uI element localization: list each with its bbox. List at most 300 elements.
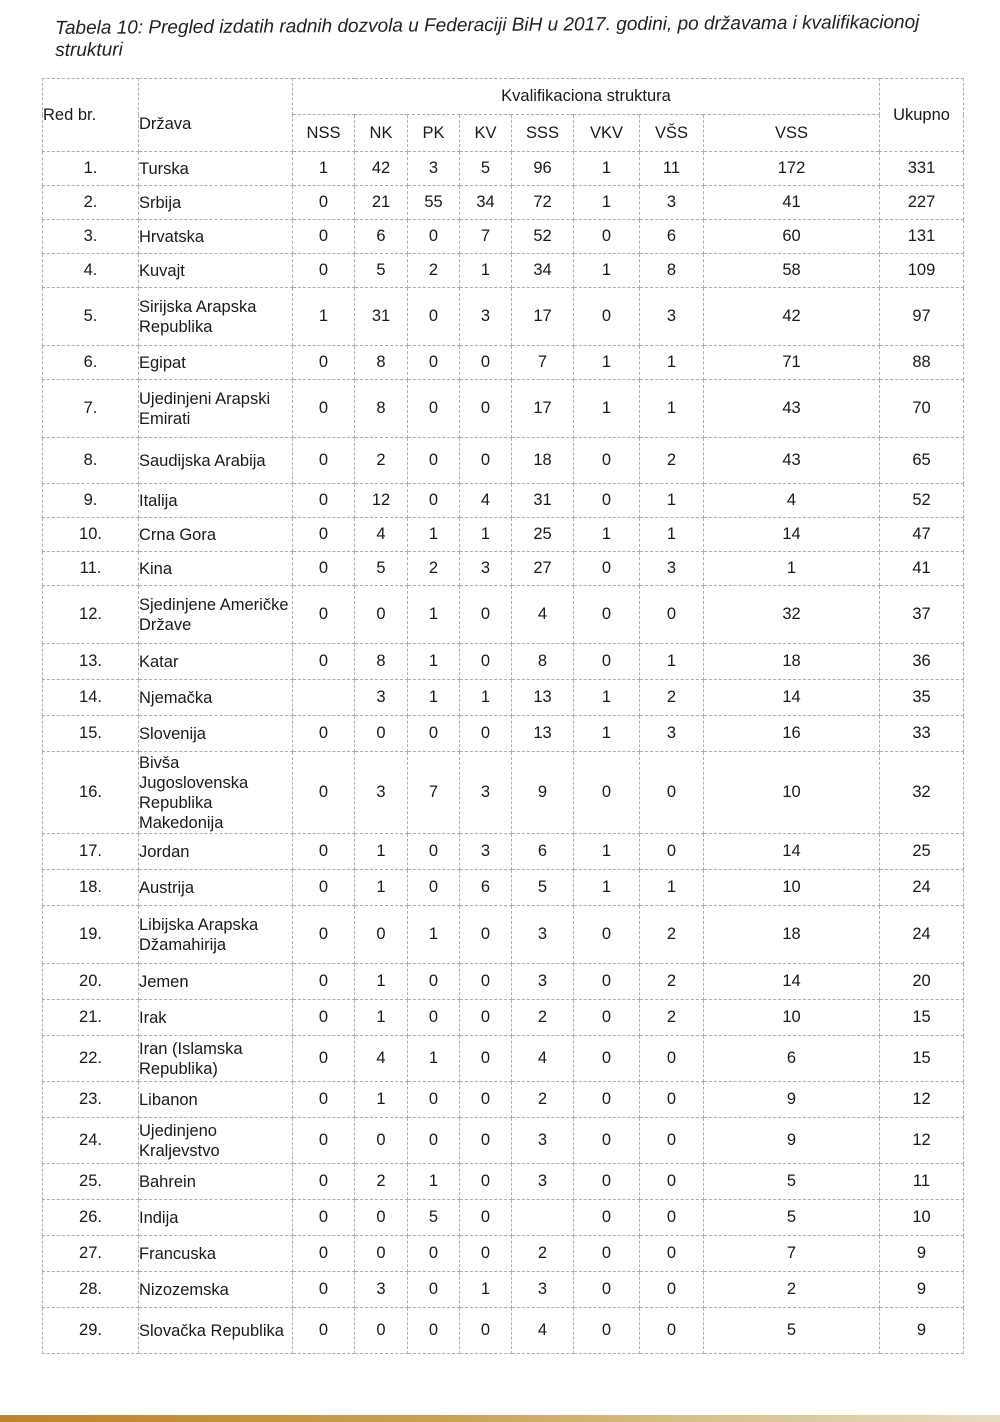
cell-sss: 3 (512, 906, 574, 964)
cell-nk: 0 (355, 1308, 408, 1354)
cell-vss-visa: 0 (640, 1118, 704, 1164)
cell-nss: 1 (293, 288, 355, 346)
cell-nss: 0 (293, 964, 355, 1000)
cell-ukupno: 88 (880, 346, 964, 380)
cell-nss: 0 (293, 438, 355, 484)
cell-pk: 0 (408, 288, 460, 346)
table-body (43, 152, 964, 1354)
country-name: Italija (139, 484, 293, 518)
cell-kv: 5 (460, 152, 512, 186)
row-number: 9. (43, 484, 139, 518)
cell-vss: 14 (704, 518, 880, 552)
cell-pk: 1 (408, 1164, 460, 1200)
cell-vkv: 1 (574, 834, 640, 870)
cell-vss-visa: 0 (640, 586, 704, 644)
cell-vss-visa: 0 (640, 834, 704, 870)
cell-nk: 0 (355, 1200, 408, 1236)
cell-sss: 96 (512, 152, 574, 186)
cell-vkv: 0 (574, 586, 640, 644)
header-sss: SSS (512, 115, 574, 152)
header-vkv: VKV (574, 115, 640, 152)
cell-pk: 0 (408, 1308, 460, 1354)
cell-vss: 2 (704, 1272, 880, 1308)
cell-vss: 16 (704, 716, 880, 752)
cell-vkv: 0 (574, 1036, 640, 1082)
cell-vkv: 1 (574, 254, 640, 288)
table-row (43, 1082, 964, 1118)
row-number: 29. (43, 1308, 139, 1354)
cell-vss: 42 (704, 288, 880, 346)
table-row (43, 906, 964, 964)
cell-vkv: 0 (574, 906, 640, 964)
cell-nk: 5 (355, 552, 408, 586)
row-number: 24. (43, 1118, 139, 1164)
country-name: Kuvajt (139, 254, 293, 288)
bottom-decorative-bar (0, 1415, 1000, 1422)
table-row (43, 870, 964, 906)
cell-sss: 4 (512, 1036, 574, 1082)
cell-pk: 5 (408, 1200, 460, 1236)
row-number: 10. (43, 518, 139, 552)
cell-vss-visa: 1 (640, 870, 704, 906)
table-row (43, 586, 964, 644)
cell-nss: 0 (293, 484, 355, 518)
cell-sss: 2 (512, 1082, 574, 1118)
cell-vss-visa: 0 (640, 752, 704, 834)
cell-ukupno: 97 (880, 288, 964, 346)
cell-nss: 0 (293, 1236, 355, 1272)
cell-vss: 1 (704, 552, 880, 586)
cell-pk: 0 (408, 834, 460, 870)
table-row (43, 644, 964, 680)
header-pk: PK (408, 115, 460, 152)
cell-nk: 1 (355, 964, 408, 1000)
cell-kv: 0 (460, 964, 512, 1000)
cell-sss: 25 (512, 518, 574, 552)
cell-ukupno: 24 (880, 870, 964, 906)
cell-vss: 6 (704, 1036, 880, 1082)
cell-ukupno: 37 (880, 586, 964, 644)
row-number: 16. (43, 752, 139, 834)
cell-vkv: 0 (574, 1000, 640, 1036)
table-row (43, 484, 964, 518)
cell-vkv: 0 (574, 552, 640, 586)
cell-vss: 9 (704, 1082, 880, 1118)
cell-sss: 2 (512, 1000, 574, 1036)
country-name: Sjedinjene Američke Države (139, 586, 293, 644)
cell-vkv: 0 (574, 752, 640, 834)
cell-nss: 0 (293, 1118, 355, 1164)
cell-pk: 1 (408, 586, 460, 644)
cell-nss: 0 (293, 1000, 355, 1036)
cell-vss: 172 (704, 152, 880, 186)
row-number: 11. (43, 552, 139, 586)
cell-pk: 3 (408, 152, 460, 186)
table-row (43, 288, 964, 346)
cell-ukupno: 52 (880, 484, 964, 518)
country-name: Jemen (139, 964, 293, 1000)
header-nss: NSS (293, 115, 355, 152)
cell-ukupno: 9 (880, 1308, 964, 1354)
row-number: 1. (43, 152, 139, 186)
cell-vkv: 0 (574, 1308, 640, 1354)
cell-vss-visa: 3 (640, 552, 704, 586)
cell-ukupno: 9 (880, 1236, 964, 1272)
cell-vss-visa: 1 (640, 346, 704, 380)
country-name: Saudijska Arabija (139, 438, 293, 484)
cell-pk: 0 (408, 964, 460, 1000)
cell-ukupno: 32 (880, 752, 964, 834)
cell-sss: 27 (512, 552, 574, 586)
row-number: 20. (43, 964, 139, 1000)
cell-vss-visa: 1 (640, 644, 704, 680)
row-number: 4. (43, 254, 139, 288)
cell-kv: 7 (460, 220, 512, 254)
cell-sss: 6 (512, 834, 574, 870)
cell-pk: 1 (408, 1036, 460, 1082)
row-number: 2. (43, 186, 139, 220)
cell-nss: 0 (293, 1272, 355, 1308)
cell-vss: 4 (704, 484, 880, 518)
cell-vkv: 1 (574, 380, 640, 438)
cell-kv: 0 (460, 1082, 512, 1118)
row-number: 19. (43, 906, 139, 964)
cell-vkv: 0 (574, 1236, 640, 1272)
table-row (43, 254, 964, 288)
cell-vss: 5 (704, 1200, 880, 1236)
table-row (43, 552, 964, 586)
table-row (43, 680, 964, 716)
cell-ukupno: 12 (880, 1082, 964, 1118)
cell-nk: 2 (355, 1164, 408, 1200)
cell-pk: 7 (408, 752, 460, 834)
cell-ukupno: 47 (880, 518, 964, 552)
cell-kv: 0 (460, 586, 512, 644)
table-row (43, 220, 964, 254)
cell-ukupno: 35 (880, 680, 964, 716)
work-permits-table (42, 78, 964, 1354)
cell-vss: 71 (704, 346, 880, 380)
cell-kv: 0 (460, 644, 512, 680)
cell-kv: 0 (460, 1000, 512, 1036)
cell-nk: 42 (355, 152, 408, 186)
row-number: 15. (43, 716, 139, 752)
cell-kv: 6 (460, 870, 512, 906)
cell-vss-visa: 0 (640, 1082, 704, 1118)
cell-vss-visa: 1 (640, 518, 704, 552)
cell-pk: 0 (408, 1272, 460, 1308)
cell-ukupno: 131 (880, 220, 964, 254)
cell-kv: 0 (460, 1118, 512, 1164)
country-name: Hrvatska (139, 220, 293, 254)
cell-nss: 0 (293, 1082, 355, 1118)
cell-vss-visa: 0 (640, 1236, 704, 1272)
cell-kv: 1 (460, 518, 512, 552)
header-kv: KV (460, 115, 512, 152)
cell-vss: 43 (704, 438, 880, 484)
cell-vss: 9 (704, 1118, 880, 1164)
cell-kv: 0 (460, 1308, 512, 1354)
cell-vss: 14 (704, 964, 880, 1000)
cell-sss: 3 (512, 1118, 574, 1164)
cell-ukupno: 227 (880, 186, 964, 220)
country-name: Jordan (139, 834, 293, 870)
cell-nss (293, 680, 355, 716)
cell-sss: 18 (512, 438, 574, 484)
cell-vkv: 0 (574, 644, 640, 680)
cell-vkv: 1 (574, 346, 640, 380)
cell-vss: 18 (704, 906, 880, 964)
cell-ukupno: 10 (880, 1200, 964, 1236)
cell-nss: 0 (293, 586, 355, 644)
cell-nss: 0 (293, 1200, 355, 1236)
cell-kv: 4 (460, 484, 512, 518)
table-row (43, 186, 964, 220)
cell-kv: 3 (460, 288, 512, 346)
cell-kv: 3 (460, 834, 512, 870)
cell-vkv: 0 (574, 1118, 640, 1164)
cell-pk: 0 (408, 438, 460, 484)
cell-nss: 0 (293, 1308, 355, 1354)
cell-nk: 1 (355, 870, 408, 906)
cell-nss: 0 (293, 346, 355, 380)
table-row (43, 834, 964, 870)
country-name: Bivša Jugoslovenska Republika Makedonija (139, 752, 293, 834)
cell-nk: 6 (355, 220, 408, 254)
cell-pk: 0 (408, 220, 460, 254)
row-number: 5. (43, 288, 139, 346)
table-row (43, 152, 964, 186)
cell-pk: 0 (408, 484, 460, 518)
cell-kv: 1 (460, 254, 512, 288)
row-number: 7. (43, 380, 139, 438)
cell-vss: 5 (704, 1308, 880, 1354)
table-row (43, 1164, 964, 1200)
cell-ukupno: 9 (880, 1272, 964, 1308)
header-kvalifikaciona-struktura: Kvalifikaciona struktura (293, 79, 880, 115)
cell-sss: 5 (512, 870, 574, 906)
cell-kv: 0 (460, 1036, 512, 1082)
cell-sss: 7 (512, 346, 574, 380)
table-row (43, 1236, 964, 1272)
cell-kv: 1 (460, 1272, 512, 1308)
cell-nk: 8 (355, 644, 408, 680)
cell-vss-visa: 11 (640, 152, 704, 186)
cell-vss: 60 (704, 220, 880, 254)
cell-sss: 13 (512, 680, 574, 716)
cell-vkv: 0 (574, 288, 640, 346)
country-name: Njemačka (139, 680, 293, 716)
country-name: Francuska (139, 1236, 293, 1272)
cell-vss: 10 (704, 752, 880, 834)
cell-pk: 0 (408, 1118, 460, 1164)
cell-pk: 0 (408, 716, 460, 752)
cell-vss: 7 (704, 1236, 880, 1272)
country-name: Kina (139, 552, 293, 586)
cell-kv: 3 (460, 752, 512, 834)
cell-vss-visa: 3 (640, 288, 704, 346)
cell-vkv: 0 (574, 438, 640, 484)
table-row (43, 1308, 964, 1354)
cell-sss: 8 (512, 644, 574, 680)
cell-sss: 52 (512, 220, 574, 254)
row-number: 13. (43, 644, 139, 680)
table-row (43, 518, 964, 552)
cell-ukupno: 33 (880, 716, 964, 752)
cell-ukupno: 109 (880, 254, 964, 288)
table-row (43, 1272, 964, 1308)
table-row (43, 964, 964, 1000)
cell-vss: 14 (704, 834, 880, 870)
country-name: Bahrein (139, 1164, 293, 1200)
cell-sss (512, 1200, 574, 1236)
cell-kv: 0 (460, 1236, 512, 1272)
cell-vss-visa: 8 (640, 254, 704, 288)
cell-vss-visa: 3 (640, 186, 704, 220)
cell-nk: 0 (355, 1118, 408, 1164)
cell-vss-visa: 2 (640, 964, 704, 1000)
row-number: 21. (43, 1000, 139, 1036)
row-number: 8. (43, 438, 139, 484)
cell-vss-visa: 0 (640, 1200, 704, 1236)
cell-ukupno: 41 (880, 552, 964, 586)
row-number: 26. (43, 1200, 139, 1236)
cell-vkv: 1 (574, 716, 640, 752)
country-name: Libanon (139, 1082, 293, 1118)
cell-kv: 0 (460, 438, 512, 484)
country-name: Ujedinjeno Kraljevstvo (139, 1118, 293, 1164)
country-name: Irak (139, 1000, 293, 1036)
cell-pk: 2 (408, 552, 460, 586)
cell-sss: 4 (512, 586, 574, 644)
header-drzava: Država (139, 79, 293, 152)
cell-nk: 0 (355, 586, 408, 644)
cell-nss: 0 (293, 552, 355, 586)
cell-vkv: 1 (574, 870, 640, 906)
cell-nss: 1 (293, 152, 355, 186)
cell-vss-visa: 2 (640, 438, 704, 484)
cell-nk: 8 (355, 346, 408, 380)
country-name: Austrija (139, 870, 293, 906)
country-name: Srbija (139, 186, 293, 220)
cell-vss: 58 (704, 254, 880, 288)
table-caption: Tabela 10: Pregled izdatih radnih dozvola u Federaciji BiH u 2017. godini, po državama i kvalifikacionoj strukturi (55, 11, 920, 61)
country-name: Slovačka Republika (139, 1308, 293, 1354)
cell-nss: 0 (293, 1036, 355, 1082)
cell-pk: 55 (408, 186, 460, 220)
country-name: Sirijska Arapska Republika (139, 288, 293, 346)
row-number: 6. (43, 346, 139, 380)
cell-vkv: 0 (574, 484, 640, 518)
cell-nss: 0 (293, 186, 355, 220)
cell-vss-visa: 2 (640, 906, 704, 964)
cell-ukupno: 12 (880, 1118, 964, 1164)
row-number: 23. (43, 1082, 139, 1118)
cell-ukupno: 36 (880, 644, 964, 680)
cell-kv: 0 (460, 716, 512, 752)
row-number: 27. (43, 1236, 139, 1272)
table-row (43, 346, 964, 380)
cell-pk: 1 (408, 680, 460, 716)
cell-nss: 0 (293, 752, 355, 834)
cell-nk: 31 (355, 288, 408, 346)
header-red-br: Red br. (43, 79, 139, 152)
table-row (43, 438, 964, 484)
cell-vss-visa: 1 (640, 380, 704, 438)
cell-kv: 3 (460, 552, 512, 586)
cell-ukupno: 15 (880, 1000, 964, 1036)
cell-sss: 4 (512, 1308, 574, 1354)
cell-nk: 12 (355, 484, 408, 518)
cell-nss: 0 (293, 380, 355, 438)
cell-sss: 17 (512, 380, 574, 438)
cell-pk: 0 (408, 1236, 460, 1272)
cell-kv: 0 (460, 1164, 512, 1200)
cell-sss: 17 (512, 288, 574, 346)
cell-nk: 5 (355, 254, 408, 288)
cell-sss: 3 (512, 1272, 574, 1308)
row-number: 3. (43, 220, 139, 254)
row-number: 12. (43, 586, 139, 644)
country-name: Iran (Islamska Republika) (139, 1036, 293, 1082)
cell-nk: 3 (355, 680, 408, 716)
row-number: 18. (43, 870, 139, 906)
cell-nss: 0 (293, 1164, 355, 1200)
table-row (43, 1118, 964, 1164)
cell-vkv: 0 (574, 1082, 640, 1118)
cell-nk: 1 (355, 1082, 408, 1118)
cell-kv: 0 (460, 380, 512, 438)
cell-vss-visa: 3 (640, 716, 704, 752)
cell-nk: 1 (355, 834, 408, 870)
cell-ukupno: 70 (880, 380, 964, 438)
cell-kv: 0 (460, 346, 512, 380)
cell-pk: 0 (408, 870, 460, 906)
cell-ukupno: 331 (880, 152, 964, 186)
row-number: 25. (43, 1164, 139, 1200)
cell-pk: 0 (408, 380, 460, 438)
table-row (43, 1000, 964, 1036)
country-name: Slovenija (139, 716, 293, 752)
country-name: Katar (139, 644, 293, 680)
cell-vss-visa: 0 (640, 1164, 704, 1200)
country-name: Indija (139, 1200, 293, 1236)
header-ukupno: Ukupno (880, 79, 964, 152)
cell-vkv: 0 (574, 1164, 640, 1200)
cell-nk: 1 (355, 1000, 408, 1036)
country-name: Egipat (139, 346, 293, 380)
cell-vss: 43 (704, 380, 880, 438)
cell-kv: 0 (460, 1200, 512, 1236)
cell-nk: 0 (355, 716, 408, 752)
cell-vss-visa: 6 (640, 220, 704, 254)
cell-nss: 0 (293, 254, 355, 288)
cell-vss-visa: 0 (640, 1308, 704, 1354)
header-vss-visa: VŠS (640, 115, 704, 152)
cell-vkv: 0 (574, 1200, 640, 1236)
cell-sss: 31 (512, 484, 574, 518)
cell-nss: 0 (293, 870, 355, 906)
cell-ukupno: 24 (880, 906, 964, 964)
cell-sss: 34 (512, 254, 574, 288)
cell-ukupno: 65 (880, 438, 964, 484)
cell-vss: 14 (704, 680, 880, 716)
cell-pk: 2 (408, 254, 460, 288)
cell-vss: 5 (704, 1164, 880, 1200)
cell-sss: 2 (512, 1236, 574, 1272)
country-name: Crna Gora (139, 518, 293, 552)
cell-pk: 0 (408, 1000, 460, 1036)
